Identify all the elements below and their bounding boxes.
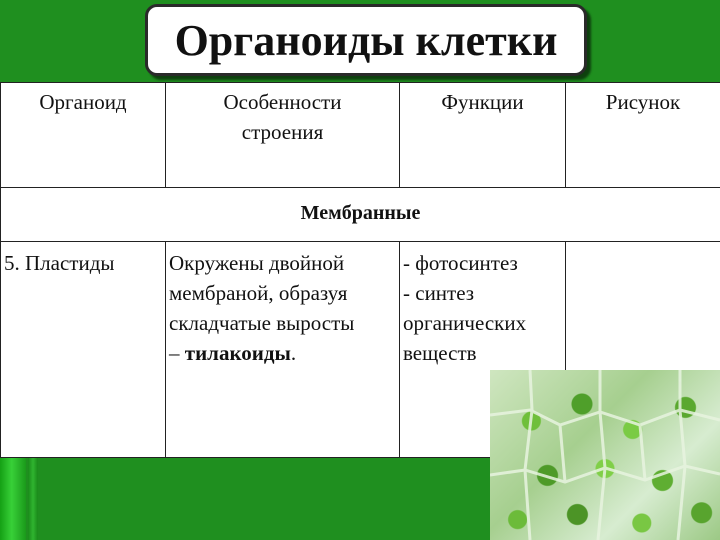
organoid-name: 5. Пластиды: [4, 251, 115, 275]
header-functions-label: Функции: [441, 90, 524, 114]
structure-line-2: мембраной, образуя: [169, 281, 348, 305]
structure-suffix: .: [290, 341, 297, 365]
section-membrane: [0, 187, 720, 241]
header-picture-label: Рисунок: [605, 90, 681, 114]
structure-line-4: [169, 338, 399, 368]
cell-structure: [165, 241, 399, 458]
section-membrane-label: Мембранные: [300, 202, 421, 224]
function-line-3: органических: [403, 311, 527, 335]
structure-prefix: –: [169, 341, 185, 365]
structure-line-1: Окружены двойной: [169, 251, 345, 275]
function-line-1: - фотосинтез: [403, 251, 518, 275]
cell-walls-icon: [490, 370, 720, 540]
structure-line-3: складчатые выросты: [169, 311, 355, 335]
header-structure-label: Особенности строения: [223, 90, 342, 144]
function-line-4: веществ: [403, 341, 477, 365]
header-picture: [565, 82, 720, 187]
header-structure: [165, 82, 399, 187]
header-organoid-label: Органоид: [39, 90, 127, 114]
cell-organoid: [0, 241, 165, 458]
header-functions: [399, 82, 565, 187]
function-line-2: - синтез: [403, 281, 475, 305]
structure-term: тилакоиды: [184, 341, 291, 365]
slide-title-box: [145, 4, 587, 76]
plant-cells-photo: [490, 370, 720, 540]
header-organoid: [0, 82, 165, 187]
decor-stripe: [0, 458, 26, 540]
decor-stripe-2: [28, 458, 38, 540]
slide-title: Органоиды клетки: [174, 15, 558, 65]
